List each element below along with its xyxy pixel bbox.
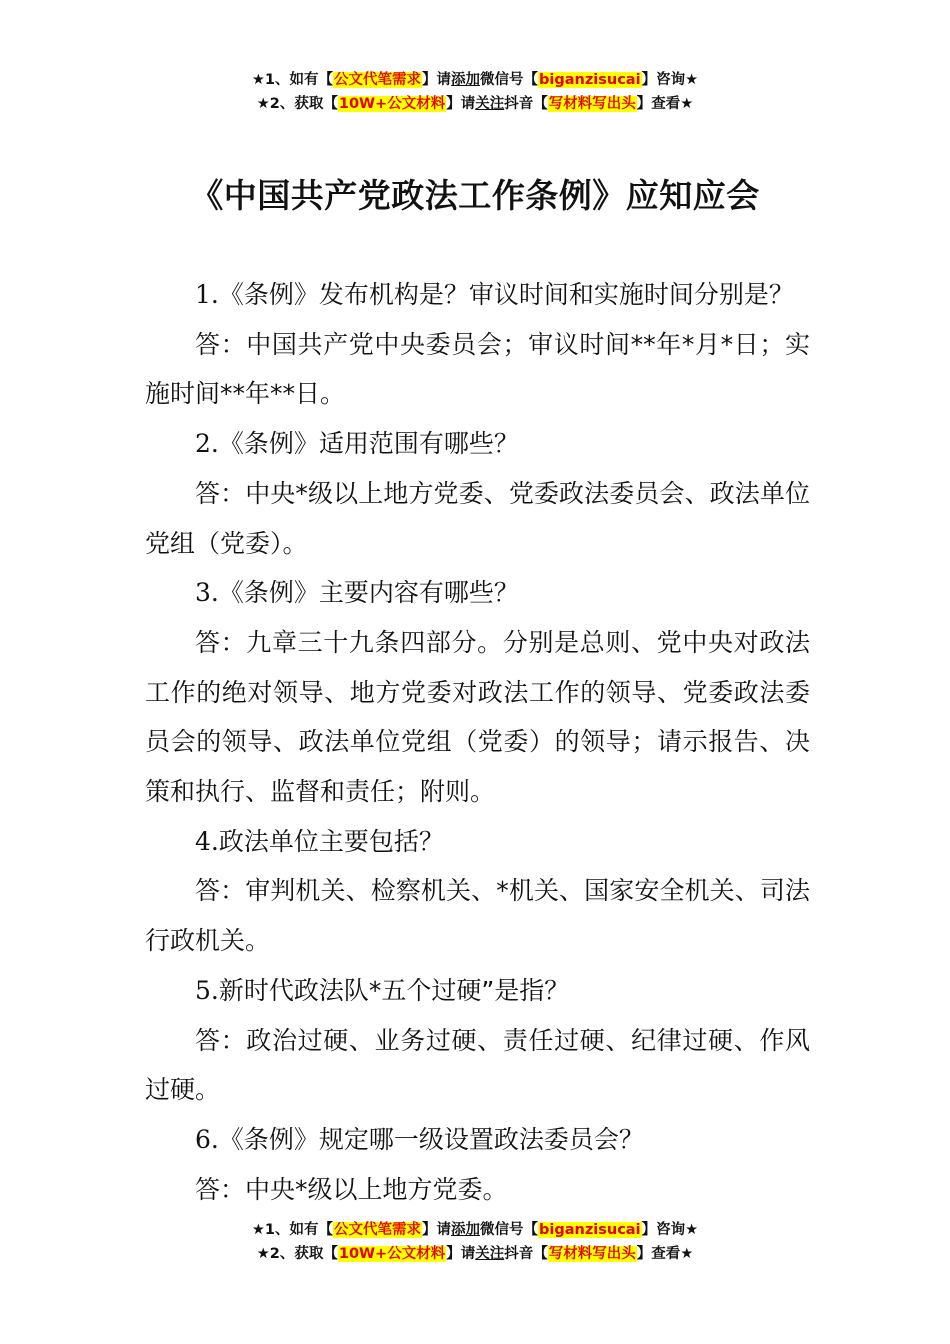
banner-underline: 关注 bbox=[475, 96, 505, 112]
banner-line-2 bbox=[0, 1242, 950, 1266]
footer-banner bbox=[0, 1218, 950, 1266]
question-text: 《条例》适用范围有哪些？ bbox=[218, 429, 519, 459]
banner-underline: 添加 bbox=[451, 72, 481, 88]
question-paragraph bbox=[145, 419, 810, 469]
banner-text: 】查看★ bbox=[636, 96, 694, 112]
banner-text: ★2、获取【 bbox=[256, 96, 338, 112]
banner-text: 】请 bbox=[422, 72, 452, 88]
question-number: 1. bbox=[195, 280, 219, 309]
answer-text: 答：九章三十九条四部分。分别是总则、党中央对政法工作的绝对领导、地方党委对政法工作的领导、党委政法委员会的领导、政法单位党组（党委）的领导；请示报告、决策和执行、监督和责任；附则。 bbox=[145, 627, 810, 807]
question-number: 2. bbox=[195, 429, 219, 459]
banner-underline: 关注 bbox=[475, 1246, 505, 1262]
answer-paragraph bbox=[145, 1165, 810, 1215]
answer-text: 答：中央*级以上地方党委、党委政法委员会、政法单位党组（党委）。 bbox=[145, 478, 810, 558]
banner-highlight: 公文代笔需求 bbox=[334, 72, 422, 88]
banner-text: 微信号【 bbox=[480, 72, 539, 88]
wechat-id-highlight: biganzisucai bbox=[539, 1222, 641, 1238]
banner-text: 】咨询★ bbox=[641, 72, 699, 88]
question-text: 政法单位主要包括？ bbox=[218, 826, 444, 856]
banner-highlight: 10W+公文材料 bbox=[338, 96, 446, 112]
answer-paragraph bbox=[145, 1016, 810, 1115]
banner-text: 抖音【 bbox=[504, 96, 548, 112]
banner-text: 微信号【 bbox=[480, 1222, 539, 1238]
answer-paragraph bbox=[145, 469, 810, 568]
banner-line-2 bbox=[0, 92, 950, 116]
question-number: 6. bbox=[195, 1124, 219, 1154]
banner-highlight: 公文代笔需求 bbox=[334, 1222, 422, 1238]
question-number: 3. bbox=[195, 578, 219, 608]
question-paragraph bbox=[145, 270, 810, 320]
question-text: 新时代政法队*五个过硬”是指？ bbox=[218, 975, 570, 1005]
douyin-highlight: 写材料写出头 bbox=[548, 1246, 636, 1262]
douyin-highlight: 写材料写出头 bbox=[548, 96, 636, 112]
question-paragraph bbox=[145, 1115, 810, 1165]
banner-text: 】请 bbox=[422, 1222, 452, 1238]
question-text: 《条例》主要内容有哪些？ bbox=[218, 578, 519, 608]
banner-underline: 添加 bbox=[451, 1222, 481, 1238]
answer-text: 答：审判机关、检察机关、*机关、国家安全机关、司法行政机关。 bbox=[145, 876, 810, 956]
banner-text: 抖音【 bbox=[504, 1246, 548, 1262]
banner-text: 】查看★ bbox=[636, 1246, 694, 1262]
answer-paragraph bbox=[145, 618, 810, 817]
answer-text: 答：中央*级以上地方党委。 bbox=[195, 1174, 508, 1204]
answer-paragraph bbox=[145, 866, 810, 965]
answer-paragraph bbox=[145, 320, 810, 419]
question-paragraph bbox=[145, 568, 810, 618]
banner-text: 】咨询★ bbox=[641, 1222, 699, 1238]
document-title: 《中国共产党政法工作条例》应知应会 bbox=[190, 176, 760, 215]
document-body bbox=[145, 270, 810, 1214]
answer-text: 答：中国共产党中央委员会；审议时间**年*月*日；实施时间**年**日。 bbox=[145, 329, 810, 409]
banner-text: 】请 bbox=[446, 96, 476, 112]
question-paragraph bbox=[145, 966, 810, 1016]
banner-text: 】请 bbox=[446, 1246, 476, 1262]
question-text: 《条例》规定哪一级设置政法委员会？ bbox=[218, 1124, 644, 1154]
question-text: 《条例》发布机构是？审议时间和实施时间分别是？ bbox=[218, 280, 794, 309]
banner-line-1 bbox=[0, 1218, 950, 1242]
question-number: 4. bbox=[195, 826, 219, 856]
answer-text: 答：政治过硬、业务过硬、责任过硬、纪律过硬、作风过硬。 bbox=[145, 1025, 810, 1105]
banner-text: ★2、获取【 bbox=[256, 1246, 338, 1262]
wechat-id-highlight: biganzisucai bbox=[539, 72, 641, 88]
banner-highlight: 10W+公文材料 bbox=[338, 1246, 446, 1262]
banner-text: ★1、如有【 bbox=[251, 1222, 334, 1238]
banner-text: ★1、如有【 bbox=[251, 72, 334, 88]
header-banner bbox=[0, 68, 950, 116]
question-number: 5. bbox=[195, 975, 219, 1005]
banner-line-1 bbox=[0, 68, 950, 92]
question-paragraph bbox=[145, 817, 810, 867]
